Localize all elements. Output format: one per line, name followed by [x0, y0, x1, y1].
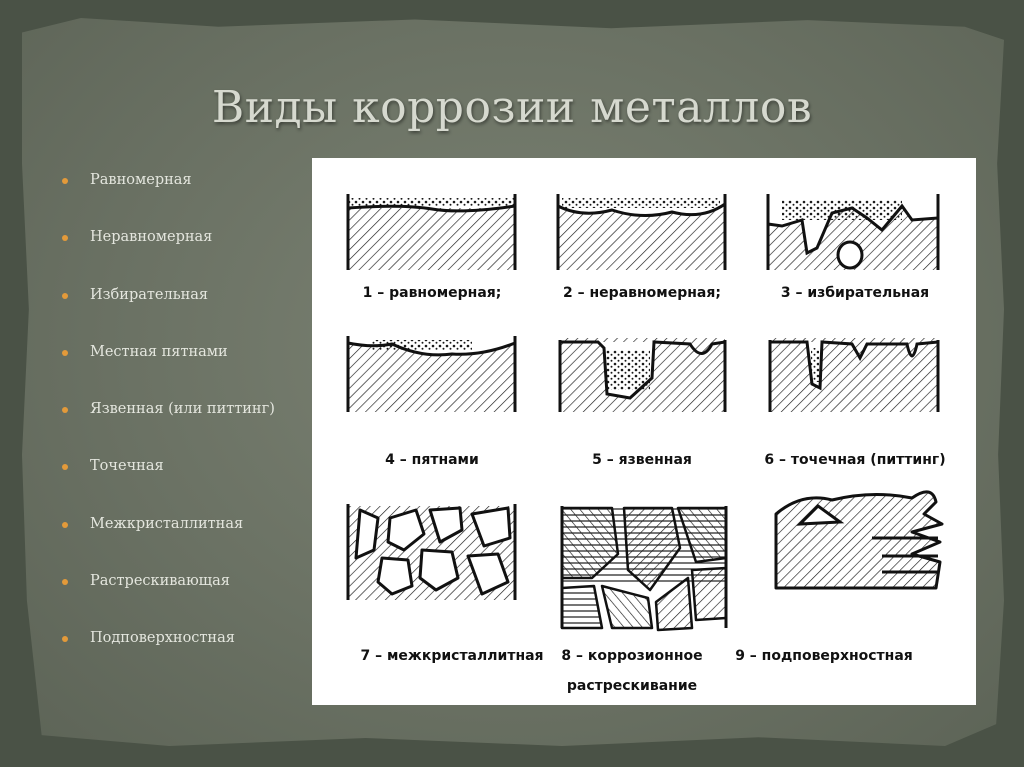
diagram-pitting: [770, 338, 938, 412]
caption-ulcer: 5 – язвенная: [592, 452, 692, 468]
bullet-dot-icon: [62, 636, 68, 642]
caption-pitting: 6 – точечная (питтинг): [764, 452, 946, 468]
caption-selective: 3 – избирательная: [780, 285, 930, 301]
caption-cracking-2: растрескивание: [566, 678, 698, 694]
slide-title: Виды коррозии металлов: [211, 82, 813, 133]
bullet-item: Избирательная: [62, 287, 275, 344]
bullet-item: Равномерная: [62, 172, 275, 229]
bullet-dot-icon: [62, 293, 68, 299]
diagram-subsurface: [776, 492, 942, 588]
diagram-cracking: [562, 506, 726, 630]
bullet-item: Точечная: [62, 458, 275, 515]
caption-cracking-1: 8 – коррозионное: [561, 648, 703, 664]
bullet-item: Межкристаллитная: [62, 516, 275, 573]
diagram-selective: [768, 194, 938, 270]
bullet-dot-icon: [62, 464, 68, 470]
bullet-dot-icon: [62, 235, 68, 241]
diagram-uneven: [558, 194, 725, 270]
caption-subsurface: 9 – подповерхностная: [735, 648, 913, 664]
bullet-item: Растрескивающая: [62, 573, 275, 630]
bullet-item: Подповерхностная: [62, 630, 275, 687]
caption-uniform: 1 – равномерная;: [362, 285, 502, 301]
corrosion-diagram: [312, 158, 976, 705]
diagram-intercrystalline: [348, 504, 515, 600]
caption-intercrystalline: 7 – межкристаллитная: [360, 648, 544, 664]
bullet-dot-icon: [62, 178, 68, 184]
bullet-dot-icon: [62, 350, 68, 356]
bullet-list: [62, 172, 275, 688]
caption-uneven: 2 – неравномерная;: [563, 285, 721, 301]
bullet-dot-icon: [62, 522, 68, 528]
diagram-spots: [348, 336, 515, 412]
bullet-item: Неравномерная: [62, 229, 275, 286]
caption-spots: 4 – пятнами: [385, 452, 479, 468]
bullet-dot-icon: [62, 579, 68, 585]
bullet-dot-icon: [62, 407, 68, 413]
corrosion-diagram-svg: [312, 158, 976, 705]
diagram-uniform: [348, 194, 515, 270]
bullet-item: Местная пятнами: [62, 344, 275, 401]
bullet-item: Язвенная (или питтинг): [62, 401, 275, 458]
diagram-ulcer: [560, 338, 725, 412]
